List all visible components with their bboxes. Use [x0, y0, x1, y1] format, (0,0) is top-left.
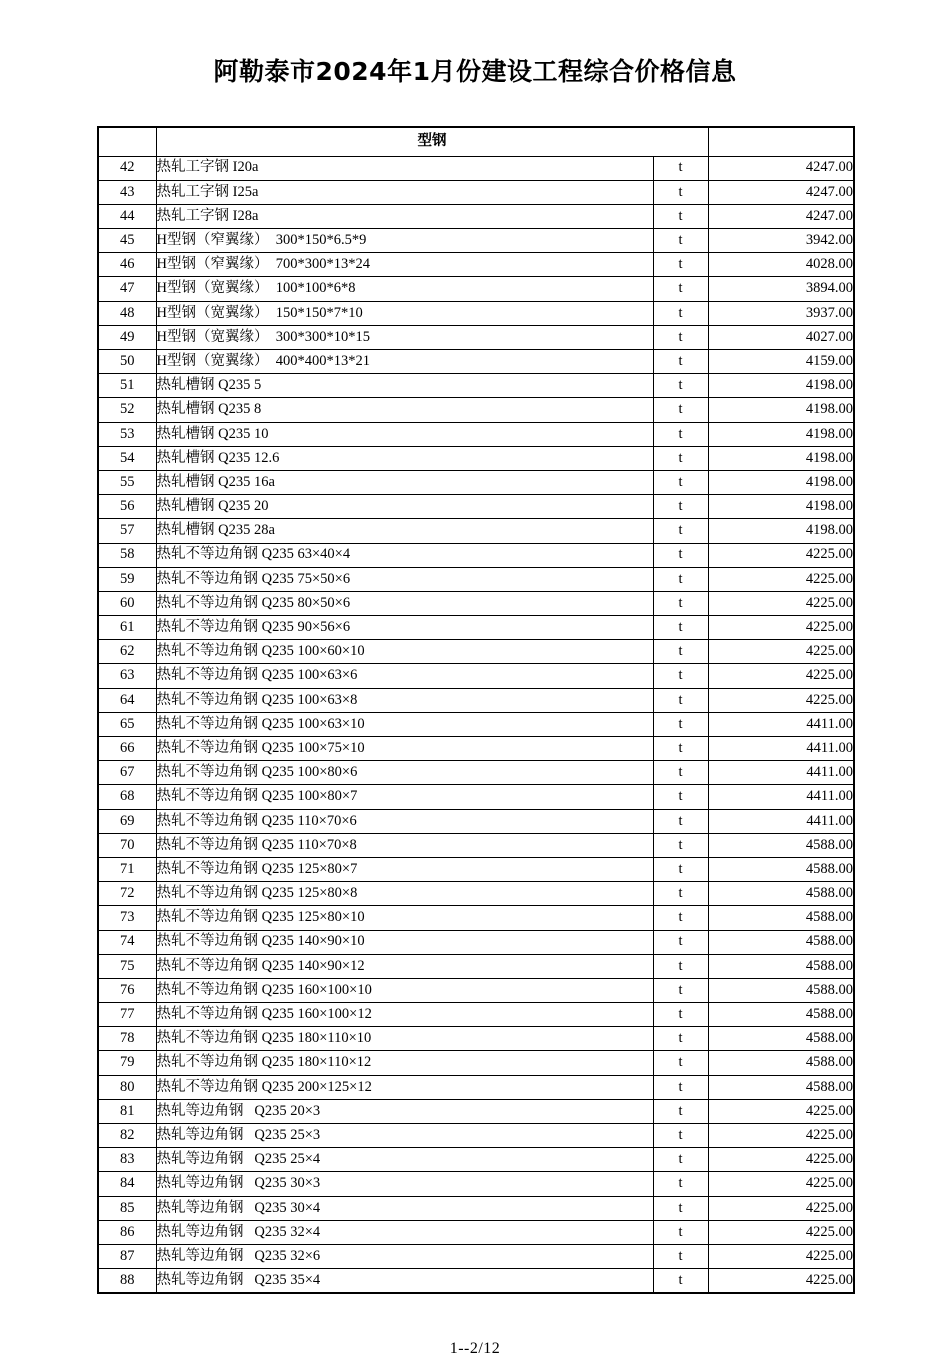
row-number-cell: 77 — [98, 1003, 156, 1027]
material-description-cell: 热轧工字钢 I25a — [156, 180, 653, 204]
unit-cell: t — [653, 591, 708, 615]
material-description-cell: 热轧不等边角钢 Q235 100×63×6 — [156, 664, 653, 688]
unit-cell: t — [653, 930, 708, 954]
row-number-cell: 83 — [98, 1148, 156, 1172]
price-cell: 4225.00 — [708, 640, 854, 664]
price-cell: 4588.00 — [708, 1027, 854, 1051]
material-description-cell: 热轧槽钢 Q235 5 — [156, 374, 653, 398]
material-description-cell: 热轧等边角钢 Q235 32×6 — [156, 1244, 653, 1268]
row-number-cell: 63 — [98, 664, 156, 688]
price-cell: 4588.00 — [708, 1051, 854, 1075]
unit-cell: t — [653, 422, 708, 446]
price-cell: 4198.00 — [708, 422, 854, 446]
unit-cell: t — [653, 1220, 708, 1244]
material-description-cell: 热轧工字钢 I20a — [156, 156, 653, 180]
unit-cell: t — [653, 204, 708, 228]
row-number-cell: 50 — [98, 350, 156, 374]
table-row — [98, 204, 854, 228]
unit-cell: t — [653, 688, 708, 712]
table-row — [98, 737, 854, 761]
row-number-cell: 79 — [98, 1051, 156, 1075]
price-cell: 4198.00 — [708, 495, 854, 519]
price-cell: 4247.00 — [708, 180, 854, 204]
row-number-cell: 56 — [98, 495, 156, 519]
price-cell: 4225.00 — [708, 688, 854, 712]
row-number-cell: 54 — [98, 446, 156, 470]
material-description-cell: 热轧不等边角钢 Q235 63×40×4 — [156, 543, 653, 567]
material-description-cell: 热轧不等边角钢 Q235 140×90×10 — [156, 930, 653, 954]
row-number-cell: 59 — [98, 567, 156, 591]
table-row — [98, 1196, 854, 1220]
material-description-cell: 热轧不等边角钢 Q235 160×100×10 — [156, 978, 653, 1002]
unit-cell: t — [653, 906, 708, 930]
row-number-cell: 87 — [98, 1244, 156, 1268]
table-group-header-row — [98, 127, 854, 157]
material-description-cell: H型钢（窄翼缘） 300*150*6.5*9 — [156, 229, 653, 253]
table-row — [98, 1244, 854, 1268]
page-title: 阿勒泰市2024年1月份建设工程综合价格信息 — [213, 57, 737, 86]
unit-cell: t — [653, 567, 708, 591]
unit-cell: t — [653, 470, 708, 494]
group-header-price-cell — [708, 127, 854, 157]
table-row — [98, 374, 854, 398]
unit-cell: t — [653, 180, 708, 204]
unit-cell: t — [653, 978, 708, 1002]
material-description-cell: 热轧不等边角钢 Q235 125×80×8 — [156, 882, 653, 906]
material-description-cell: H型钢（宽翼缘） 150*150*7*10 — [156, 301, 653, 325]
table-row — [98, 688, 854, 712]
price-cell: 4225.00 — [708, 1148, 854, 1172]
table-row — [98, 519, 854, 543]
table-row — [98, 350, 854, 374]
unit-cell: t — [653, 712, 708, 736]
group-header-no-cell — [98, 127, 156, 157]
table-row — [98, 1220, 854, 1244]
table-row — [98, 616, 854, 640]
row-number-cell: 67 — [98, 761, 156, 785]
unit-cell: t — [653, 664, 708, 688]
row-number-cell: 65 — [98, 712, 156, 736]
row-number-cell: 86 — [98, 1220, 156, 1244]
price-cell: 4588.00 — [708, 930, 854, 954]
material-description-cell: 热轧工字钢 I28a — [156, 204, 653, 228]
material-description-cell: 热轧不等边角钢 Q235 80×50×6 — [156, 591, 653, 615]
row-number-cell: 44 — [98, 204, 156, 228]
row-number-cell: 84 — [98, 1172, 156, 1196]
price-cell: 4028.00 — [708, 253, 854, 277]
price-cell: 4225.00 — [708, 1244, 854, 1268]
table-row — [98, 1075, 854, 1099]
unit-cell: t — [653, 325, 708, 349]
unit-cell: t — [653, 519, 708, 543]
material-description-cell: H型钢（宽翼缘） 100*100*6*8 — [156, 277, 653, 301]
price-cell: 4198.00 — [708, 398, 854, 422]
price-cell: 4159.00 — [708, 350, 854, 374]
unit-cell: t — [653, 1051, 708, 1075]
table-row — [98, 156, 854, 180]
price-cell: 4225.00 — [708, 1124, 854, 1148]
row-number-cell: 62 — [98, 640, 156, 664]
material-description-cell: 热轧槽钢 Q235 8 — [156, 398, 653, 422]
unit-cell: t — [653, 1027, 708, 1051]
price-cell: 4225.00 — [708, 591, 854, 615]
row-number-cell: 76 — [98, 978, 156, 1002]
price-cell: 4411.00 — [708, 809, 854, 833]
table-row — [98, 446, 854, 470]
table-row — [98, 1051, 854, 1075]
price-cell: 4225.00 — [708, 1196, 854, 1220]
table-row — [98, 906, 854, 930]
unit-cell: t — [653, 857, 708, 881]
unit-cell: t — [653, 640, 708, 664]
table-row — [98, 1124, 854, 1148]
price-cell: 4588.00 — [708, 882, 854, 906]
price-cell: 4411.00 — [708, 712, 854, 736]
row-number-cell: 64 — [98, 688, 156, 712]
price-cell: 3894.00 — [708, 277, 854, 301]
material-description-cell: 热轧不等边角钢 Q235 90×56×6 — [156, 616, 653, 640]
table-row — [98, 664, 854, 688]
material-description-cell: 热轧不等边角钢 Q235 125×80×7 — [156, 857, 653, 881]
price-cell: 4225.00 — [708, 1269, 854, 1294]
price-cell: 4225.00 — [708, 664, 854, 688]
table-row — [98, 785, 854, 809]
unit-cell: t — [653, 1124, 708, 1148]
unit-cell: t — [653, 374, 708, 398]
row-number-cell: 74 — [98, 930, 156, 954]
price-cell: 4225.00 — [708, 616, 854, 640]
row-number-cell: 46 — [98, 253, 156, 277]
price-cell: 4411.00 — [708, 785, 854, 809]
price-cell: 4225.00 — [708, 1220, 854, 1244]
unit-cell: t — [653, 616, 708, 640]
material-description-cell: 热轧等边角钢 Q235 25×3 — [156, 1124, 653, 1148]
unit-cell: t — [653, 446, 708, 470]
price-table-body — [98, 127, 854, 1294]
unit-cell: t — [653, 543, 708, 567]
table-row — [98, 229, 854, 253]
row-number-cell: 42 — [98, 156, 156, 180]
table-row — [98, 712, 854, 736]
material-description-cell: 热轧不等边角钢 Q235 110×70×6 — [156, 809, 653, 833]
table-row — [98, 1148, 854, 1172]
table-row — [98, 761, 854, 785]
row-number-cell: 85 — [98, 1196, 156, 1220]
material-description-cell: 热轧槽钢 Q235 20 — [156, 495, 653, 519]
table-row — [98, 930, 854, 954]
row-number-cell: 48 — [98, 301, 156, 325]
unit-cell: t — [653, 882, 708, 906]
group-header-label: 型钢 — [156, 127, 708, 157]
table-row — [98, 543, 854, 567]
material-description-cell: 热轧等边角钢 Q235 30×3 — [156, 1172, 653, 1196]
price-cell: 4027.00 — [708, 325, 854, 349]
unit-cell: t — [653, 1196, 708, 1220]
unit-cell: t — [653, 253, 708, 277]
row-number-cell: 71 — [98, 857, 156, 881]
price-cell: 4198.00 — [708, 374, 854, 398]
price-cell: 4588.00 — [708, 906, 854, 930]
row-number-cell: 53 — [98, 422, 156, 446]
material-description-cell: 热轧等边角钢 Q235 25×4 — [156, 1148, 653, 1172]
material-description-cell: 热轧等边角钢 Q235 20×3 — [156, 1099, 653, 1123]
material-description-cell: H型钢（宽翼缘） 300*300*10*15 — [156, 325, 653, 349]
unit-cell: t — [653, 1172, 708, 1196]
page-footer: 1--2/12 — [449, 1340, 501, 1358]
material-description-cell: 热轧等边角钢 Q235 35×4 — [156, 1269, 653, 1294]
unit-cell: t — [653, 229, 708, 253]
table-row — [98, 833, 854, 857]
row-number-cell: 66 — [98, 737, 156, 761]
unit-cell: t — [653, 785, 708, 809]
row-number-cell: 88 — [98, 1269, 156, 1294]
unit-cell: t — [653, 809, 708, 833]
material-description-cell: 热轧不等边角钢 Q235 100×63×8 — [156, 688, 653, 712]
row-number-cell: 68 — [98, 785, 156, 809]
row-number-cell: 58 — [98, 543, 156, 567]
table-row — [98, 180, 854, 204]
price-cell: 4198.00 — [708, 470, 854, 494]
unit-cell: t — [653, 156, 708, 180]
material-description-cell: 热轧槽钢 Q235 28a — [156, 519, 653, 543]
table-row — [98, 1172, 854, 1196]
unit-cell: t — [653, 1003, 708, 1027]
unit-cell: t — [653, 1099, 708, 1123]
material-description-cell: 热轧不等边角钢 Q235 75×50×6 — [156, 567, 653, 591]
row-number-cell: 55 — [98, 470, 156, 494]
price-cell: 4247.00 — [708, 156, 854, 180]
price-cell: 3937.00 — [708, 301, 854, 325]
material-description-cell: 热轧不等边角钢 Q235 100×60×10 — [156, 640, 653, 664]
unit-cell: t — [653, 737, 708, 761]
price-cell: 4247.00 — [708, 204, 854, 228]
row-number-cell: 80 — [98, 1075, 156, 1099]
unit-cell: t — [653, 1148, 708, 1172]
unit-cell: t — [653, 301, 708, 325]
material-description-cell: 热轧不等边角钢 Q235 100×75×10 — [156, 737, 653, 761]
row-number-cell: 49 — [98, 325, 156, 349]
unit-cell: t — [653, 1075, 708, 1099]
price-table — [97, 126, 855, 1295]
unit-cell: t — [653, 350, 708, 374]
table-row — [98, 857, 854, 881]
material-description-cell: 热轧不等边角钢 Q235 100×63×10 — [156, 712, 653, 736]
table-row — [98, 591, 854, 615]
material-description-cell: 热轧槽钢 Q235 12.6 — [156, 446, 653, 470]
row-number-cell: 57 — [98, 519, 156, 543]
table-row — [98, 1027, 854, 1051]
table-row — [98, 640, 854, 664]
table-row — [98, 954, 854, 978]
table-row — [98, 495, 854, 519]
unit-cell: t — [653, 761, 708, 785]
table-row — [98, 1003, 854, 1027]
material-description-cell: 热轧槽钢 Q235 10 — [156, 422, 653, 446]
price-cell: 4225.00 — [708, 567, 854, 591]
unit-cell: t — [653, 833, 708, 857]
price-cell: 4588.00 — [708, 857, 854, 881]
price-cell: 4588.00 — [708, 978, 854, 1002]
price-cell: 4411.00 — [708, 761, 854, 785]
material-description-cell: 热轧等边角钢 Q235 30×4 — [156, 1196, 653, 1220]
material-description-cell: 热轧不等边角钢 Q235 140×90×12 — [156, 954, 653, 978]
row-number-cell: 43 — [98, 180, 156, 204]
material-description-cell: 热轧等边角钢 Q235 32×4 — [156, 1220, 653, 1244]
unit-cell: t — [653, 277, 708, 301]
table-row — [98, 301, 854, 325]
price-cell: 4198.00 — [708, 519, 854, 543]
price-cell: 4588.00 — [708, 1003, 854, 1027]
unit-cell: t — [653, 954, 708, 978]
price-cell: 4588.00 — [708, 954, 854, 978]
table-row — [98, 809, 854, 833]
material-description-cell: 热轧不等边角钢 Q235 180×110×12 — [156, 1051, 653, 1075]
material-description-cell: H型钢（窄翼缘） 700*300*13*24 — [156, 253, 653, 277]
table-row — [98, 325, 854, 349]
table-row — [98, 1269, 854, 1294]
material-description-cell: H型钢（宽翼缘） 400*400*13*21 — [156, 350, 653, 374]
table-row — [98, 567, 854, 591]
price-cell: 4588.00 — [708, 833, 854, 857]
material-description-cell: 热轧不等边角钢 Q235 160×100×12 — [156, 1003, 653, 1027]
material-description-cell: 热轧不等边角钢 Q235 200×125×12 — [156, 1075, 653, 1099]
row-number-cell: 61 — [98, 616, 156, 640]
price-cell: 4225.00 — [708, 1172, 854, 1196]
price-cell: 4588.00 — [708, 1075, 854, 1099]
row-number-cell: 60 — [98, 591, 156, 615]
unit-cell: t — [653, 1244, 708, 1268]
row-number-cell: 72 — [98, 882, 156, 906]
material-description-cell: 热轧不等边角钢 Q235 100×80×6 — [156, 761, 653, 785]
material-description-cell: 热轧不等边角钢 Q235 125×80×10 — [156, 906, 653, 930]
row-number-cell: 45 — [98, 229, 156, 253]
row-number-cell: 52 — [98, 398, 156, 422]
price-cell: 4225.00 — [708, 543, 854, 567]
material-description-cell: 热轧不等边角钢 Q235 110×70×8 — [156, 833, 653, 857]
price-cell: 4198.00 — [708, 446, 854, 470]
table-row — [98, 277, 854, 301]
price-table-container — [97, 126, 853, 1295]
row-number-cell: 47 — [98, 277, 156, 301]
row-number-cell: 70 — [98, 833, 156, 857]
row-number-cell: 81 — [98, 1099, 156, 1123]
material-description-cell: 热轧槽钢 Q235 16a — [156, 470, 653, 494]
table-row — [98, 398, 854, 422]
row-number-cell: 51 — [98, 374, 156, 398]
table-row — [98, 470, 854, 494]
row-number-cell: 75 — [98, 954, 156, 978]
table-row — [98, 882, 854, 906]
unit-cell: t — [653, 495, 708, 519]
material-description-cell: 热轧不等边角钢 Q235 180×110×10 — [156, 1027, 653, 1051]
price-cell: 4225.00 — [708, 1099, 854, 1123]
row-number-cell: 82 — [98, 1124, 156, 1148]
table-row — [98, 422, 854, 446]
unit-cell: t — [653, 1269, 708, 1294]
table-row — [98, 253, 854, 277]
row-number-cell: 69 — [98, 809, 156, 833]
price-cell: 3942.00 — [708, 229, 854, 253]
material-description-cell: 热轧不等边角钢 Q235 100×80×7 — [156, 785, 653, 809]
row-number-cell: 73 — [98, 906, 156, 930]
row-number-cell: 78 — [98, 1027, 156, 1051]
table-row — [98, 978, 854, 1002]
table-row — [98, 1099, 854, 1123]
price-cell: 4411.00 — [708, 737, 854, 761]
unit-cell: t — [653, 398, 708, 422]
